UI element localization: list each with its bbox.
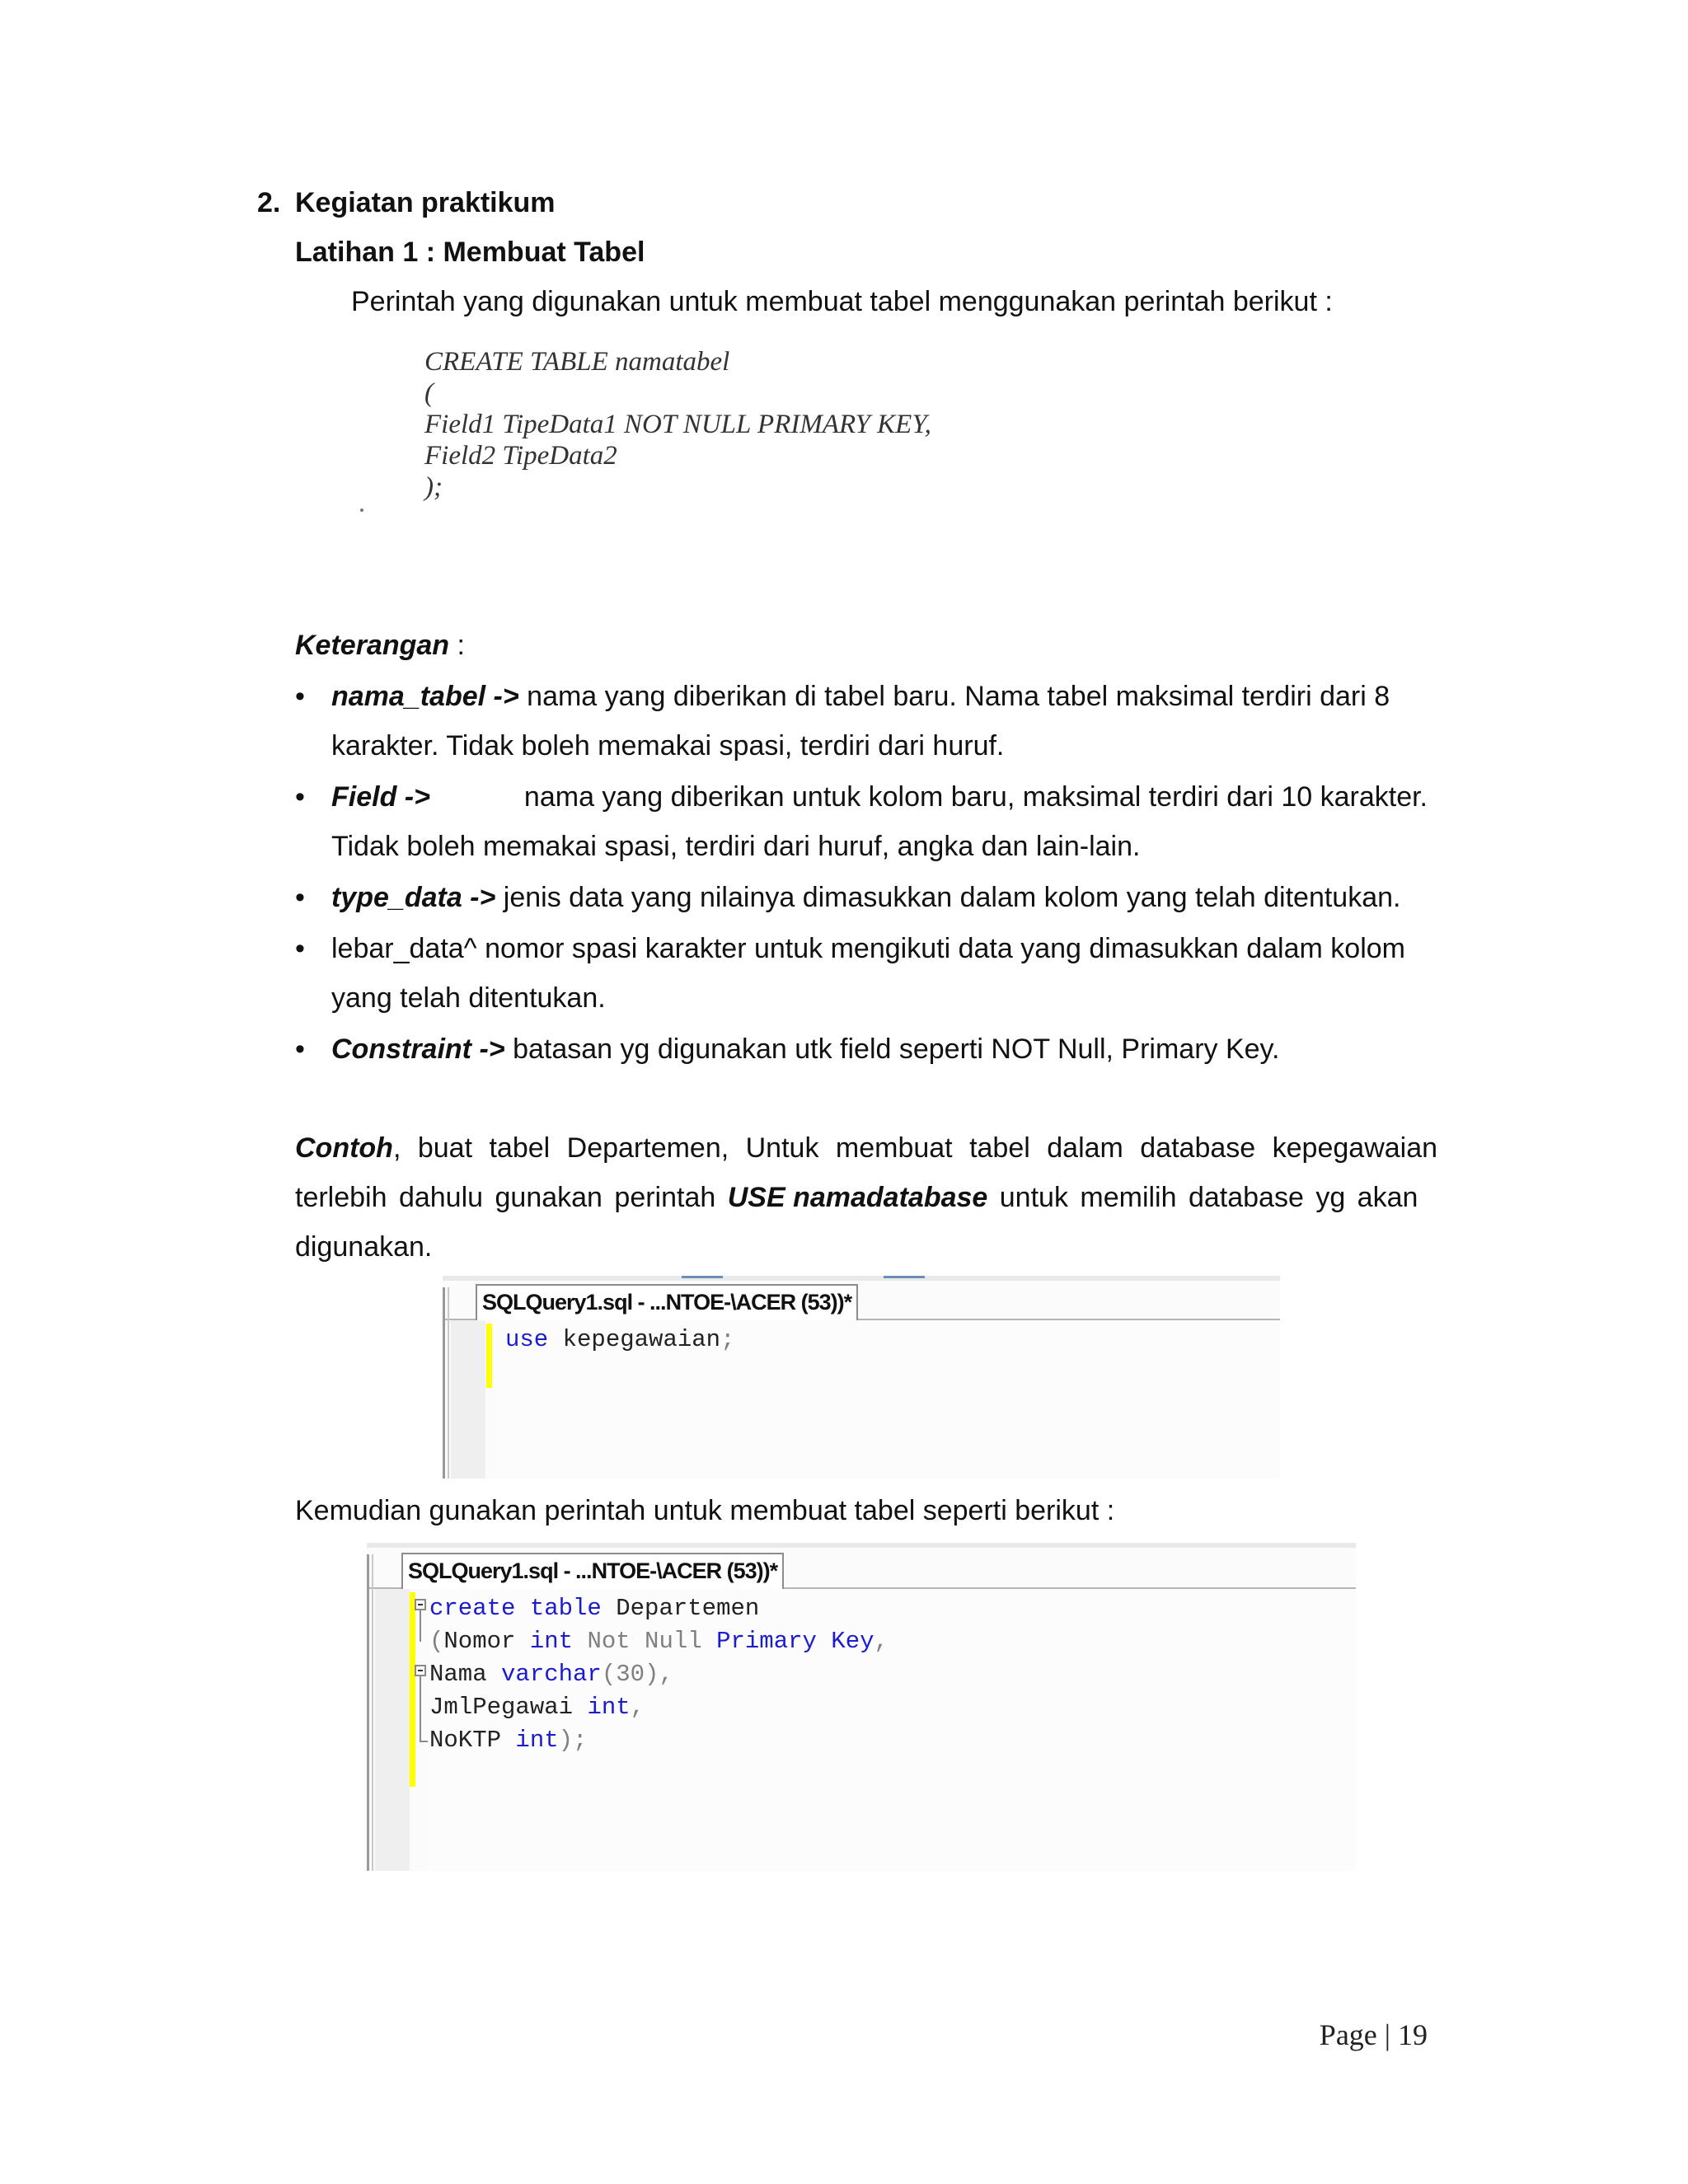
code-line [505,1324,734,1357]
query-tab[interactable]: SQLQuery1.sql - ...NTOE-\ACER (53))* [401,1553,784,1589]
note-text-cont: Tidak boleh memakai spasi, terdiri dari huruf, angka dan lain-lain. [331,831,1141,862]
outline-line [420,1676,421,1742]
code-punct: , [874,1628,889,1655]
syntax-line: ( [424,378,434,408]
query-editor[interactable] [494,1320,1280,1479]
note-term: Field -> [331,781,430,813]
syntax-block [424,346,931,503]
bullet-dot: • [295,681,305,712]
code-keyword: Primary Key [716,1628,874,1655]
code-line [429,1625,889,1658]
notes-heading-suffix: : [449,630,465,661]
note-text: batasan yg digunakan utk field seperti NOT Null, Primary Key. [504,1033,1280,1065]
code-keyword: int [529,1628,574,1655]
code-punct: ; [720,1326,735,1353]
followup-text: Kemudian gunakan perintah untuk membuat tabel seperti berikut : [295,1495,1115,1526]
outline-end [420,1741,428,1742]
page-footer [1320,2018,1428,2052]
page-number: 19 [1398,2018,1428,2051]
ssms-screenshot-2 [367,1543,1356,1871]
note-text: jenis data yang nilainya dimasukkan dalam kolom yang telah ditentukan. [495,882,1401,913]
list-item [331,924,1405,973]
example-text: terlebih dahulu gunakan perintah [295,1182,728,1213]
code-punct: ( [429,1628,444,1655]
note-term: nama_tabel -> [331,681,519,712]
collapse-icon[interactable] [415,1665,426,1676]
query-editor[interactable] [429,1589,1356,1871]
notes-heading-row [295,621,465,670]
window-strip [367,1543,1356,1548]
change-marker [410,1592,415,1787]
editor-border [367,1554,369,1871]
code-punct: (30), [601,1661,673,1688]
note-text-cont: karakter. Tidak boleh memakai spasi, terdiri dari huruf. [331,730,1005,762]
code-keyword-gray: Not Null [573,1628,717,1655]
list-item [331,873,1400,922]
change-marker [486,1324,492,1388]
section-number: 2. [257,187,281,218]
example-line-2 [295,1173,1418,1222]
section-title: Kegiatan praktikum [295,187,556,218]
code-keyword: int [515,1727,559,1754]
exercise-intro: Perintah yang digunakan untuk membuat tabel menggunakan perintah berikut : [351,286,1333,317]
example-line-1 [295,1123,1437,1173]
code-text: kepegawaian [548,1326,721,1353]
list-item [331,772,1428,822]
note-text: nama yang diberikan di tabel baru. Nama tabel maksimal terdiri dari 8 [518,681,1390,712]
exercise-title: Latihan 1 : Membuat Tabel [295,237,645,268]
collapse-icon[interactable] [415,1599,426,1610]
example-text: , buat tabel Departemen, Untuk membuat tabel dalam database kepegawaian [392,1132,1438,1164]
note-term: type_data -> [331,882,496,913]
strip-accent [682,1276,723,1278]
code-line [429,1592,759,1625]
code-line [429,1724,587,1757]
example-term: Contoh [295,1132,393,1164]
code-text: Nomor [443,1628,530,1655]
query-tab[interactable]: SQLQuery1.sql - ...NTOE-\ACER (53))* [476,1284,858,1320]
code-punct: , [630,1694,645,1721]
code-punct: ); [558,1727,588,1754]
bullet-dot: • [295,933,305,964]
code-keyword: create table [429,1595,602,1622]
code-line [429,1658,673,1691]
list-item [331,1024,1279,1074]
code-text: Departemen [601,1595,760,1622]
editor-border [448,1287,449,1479]
code-keyword: int [587,1694,631,1721]
example-line-3: digunakan. [295,1231,433,1263]
outline-line [420,1610,421,1642]
code-keyword: use [505,1326,549,1353]
window-strip [443,1276,1280,1281]
example-text: untuk memilih database yg akan [987,1182,1418,1213]
page-label: Page [1319,2018,1377,2051]
strip-accent [884,1276,925,1278]
note-term: Constraint -> [331,1033,505,1065]
code-keyword: varchar [501,1661,602,1688]
syntax-line: Field1 TipeData1 NOT NULL PRIMARY KEY, [424,410,931,439]
editor-gutter [375,1589,410,1871]
example-command: USE namadatabase [727,1182,988,1213]
code-text: NoKTP [429,1727,516,1754]
note-text: lebar_data^ nomor spasi karakter untuk mengikuti data yang dimasukkan dalam kolom [331,933,1405,964]
code-line [429,1691,645,1724]
editor-gutter [451,1320,485,1479]
editor-border [372,1554,373,1871]
page-separator: | [1384,2018,1390,2051]
stray-dot [360,509,363,512]
syntax-line: CREATE TABLE namatabel [424,347,730,377]
bullet-dot: • [295,882,305,913]
syntax-line: ); [424,472,443,502]
bullet-dot: • [295,1033,305,1065]
syntax-line: Field2 TipeData2 [424,441,617,471]
editor-border [443,1287,445,1479]
list-item [331,672,1390,721]
note-text: nama yang diberikan untuk kolom baru, maksimal terdiri dari 10 karakter. [523,781,1428,813]
note-text-cont: yang telah ditentukan. [331,982,606,1014]
code-text: JmlPegawai [429,1694,588,1721]
bullet-dot: • [295,781,305,813]
notes-heading: Keterangan [295,630,450,661]
code-text: Nama [429,1661,502,1688]
ssms-screenshot-1 [443,1276,1280,1479]
